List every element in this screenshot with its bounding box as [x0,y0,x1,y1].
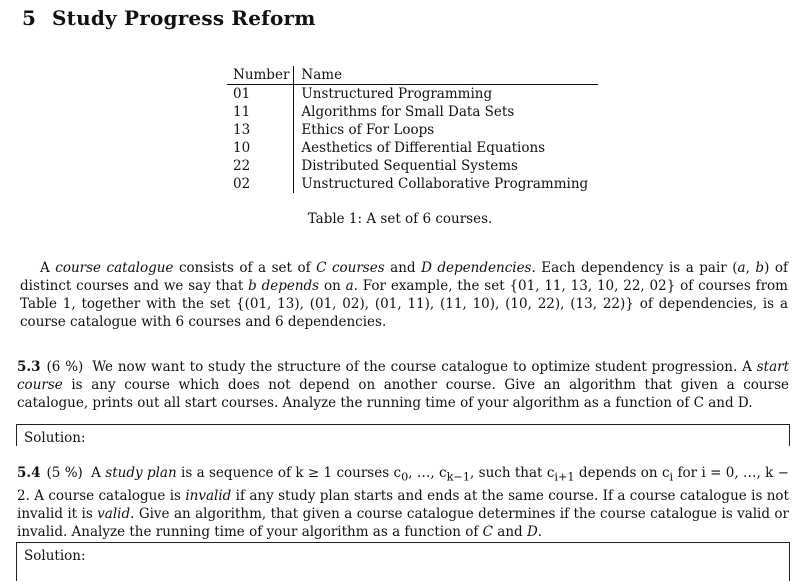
question-text: for i = 0, …, k − 2. A course catalogue is [17,465,789,504]
course-number-cell: 11 [227,103,294,121]
table-row [227,103,598,121]
intro-text: consists of a set of [173,260,317,276]
question-text: depends on c [574,465,670,481]
question-text: , such that c [470,465,555,481]
question-text: is any course which does not depend on another course. Give an algorithm that given a course catalogue, prints out all start courses. Analyze the running time of your algorithm as a function of C and D. [17,377,789,411]
section-heading [22,6,316,30]
question-points: (5 %) [46,465,83,481]
question-points: (6 %) [46,359,84,375]
question-text: if any study plan starts and ends at the same course. If a course catalogue is not invalid it is [17,487,789,522]
math-var: a [737,260,746,276]
table-row [227,121,598,139]
term-study-plan: study plan [105,465,177,481]
course-number-cell: 22 [227,157,294,175]
intro-paragraph [20,259,788,331]
solution-label: Solution: [24,548,86,564]
table-row [227,139,598,157]
term-depends: b depends [248,278,320,294]
question-number: 5.4 [17,465,41,481]
table-row [227,157,598,175]
math-var: D [526,523,538,540]
term-start-course: start course [17,359,789,393]
question-text: We now want to study the structure of the course catalogue to optimize student progression. A [92,359,757,375]
question-text: is a sequence of k ≥ 1 courses c [176,465,402,481]
intro-text: . Each dependency is a pair ( [531,260,738,276]
question-text: . [537,523,543,540]
course-name-cell: Algorithms for Small Data Sets [301,104,515,120]
table-caption [0,211,806,227]
course-number-cell: 02 [227,175,294,193]
intro-text: , [745,260,756,276]
term-courses: C courses [316,260,385,276]
course-number-cell: 13 [227,121,294,139]
table-header-row [227,66,598,85]
column-header-name: Name [294,66,598,85]
math-subscript: i+1 [554,470,575,484]
term-course-catalogue: course catalogue [55,260,174,276]
course-name-cell: Ethics of For Loops [301,122,435,138]
course-number-cell: 01 [227,85,294,104]
term-valid: valid [97,505,131,522]
intro-text: on [319,278,346,294]
term-invalid: invalid [185,487,232,504]
math-subscript: 0 [401,470,409,484]
section-number: 5 [22,6,37,30]
intro-text: and [384,260,422,276]
solution-box-5-3[interactable] [16,424,790,446]
math-var: a [345,278,354,294]
question-number: 5.3 [17,359,41,375]
table-row [227,175,598,193]
intro-text: . For example, the set {01, 11, 13, 10, 22, 02} of courses from Table 1, together with the set {(01, 13), (01, 02), (01, 11), (11, 10), (10, 22), (13, 22)} of dependencies, is a course catalogue with 6 courses and 6 dependencies. [20,278,788,330]
solution-box-5-4[interactable] [16,542,790,581]
solution-label: Solution: [24,430,86,446]
question-text: , …, c [408,465,447,481]
course-name-cell: Distributed Sequential Systems [301,158,518,174]
term-dependencies: D dependencies [421,260,532,276]
course-name-cell: Unstructured Collaborative Programming [301,176,589,192]
table-row [227,85,598,104]
math-var: b [755,260,765,276]
question-text: A [91,465,106,481]
math-var: C [482,523,493,540]
course-name-cell: Unstructured Programming [301,86,493,102]
question-text: . Give an algorithm, that given a course catalogue determines if the course catalogue is valid or invalid. Analyze the running time of your algorithm as a function of [17,505,790,540]
column-header-number: Number [227,66,294,85]
math-subscript: k−1 [446,470,470,484]
intro-text: A [40,260,56,276]
course-table [227,66,598,193]
intro-text: ) of distinct courses and we say that [20,260,788,294]
course-name-cell: Aesthetics of Differential Equations [301,140,546,156]
math-subscript: i [669,470,674,484]
question-5-4 [17,464,789,541]
question-text: and [492,523,527,540]
section-title: Study Progress Reform [52,6,316,30]
table-caption-text: Table 1: A set of 6 courses. [307,211,493,227]
course-number-cell: 10 [227,139,294,157]
question-5-3 [17,358,789,412]
